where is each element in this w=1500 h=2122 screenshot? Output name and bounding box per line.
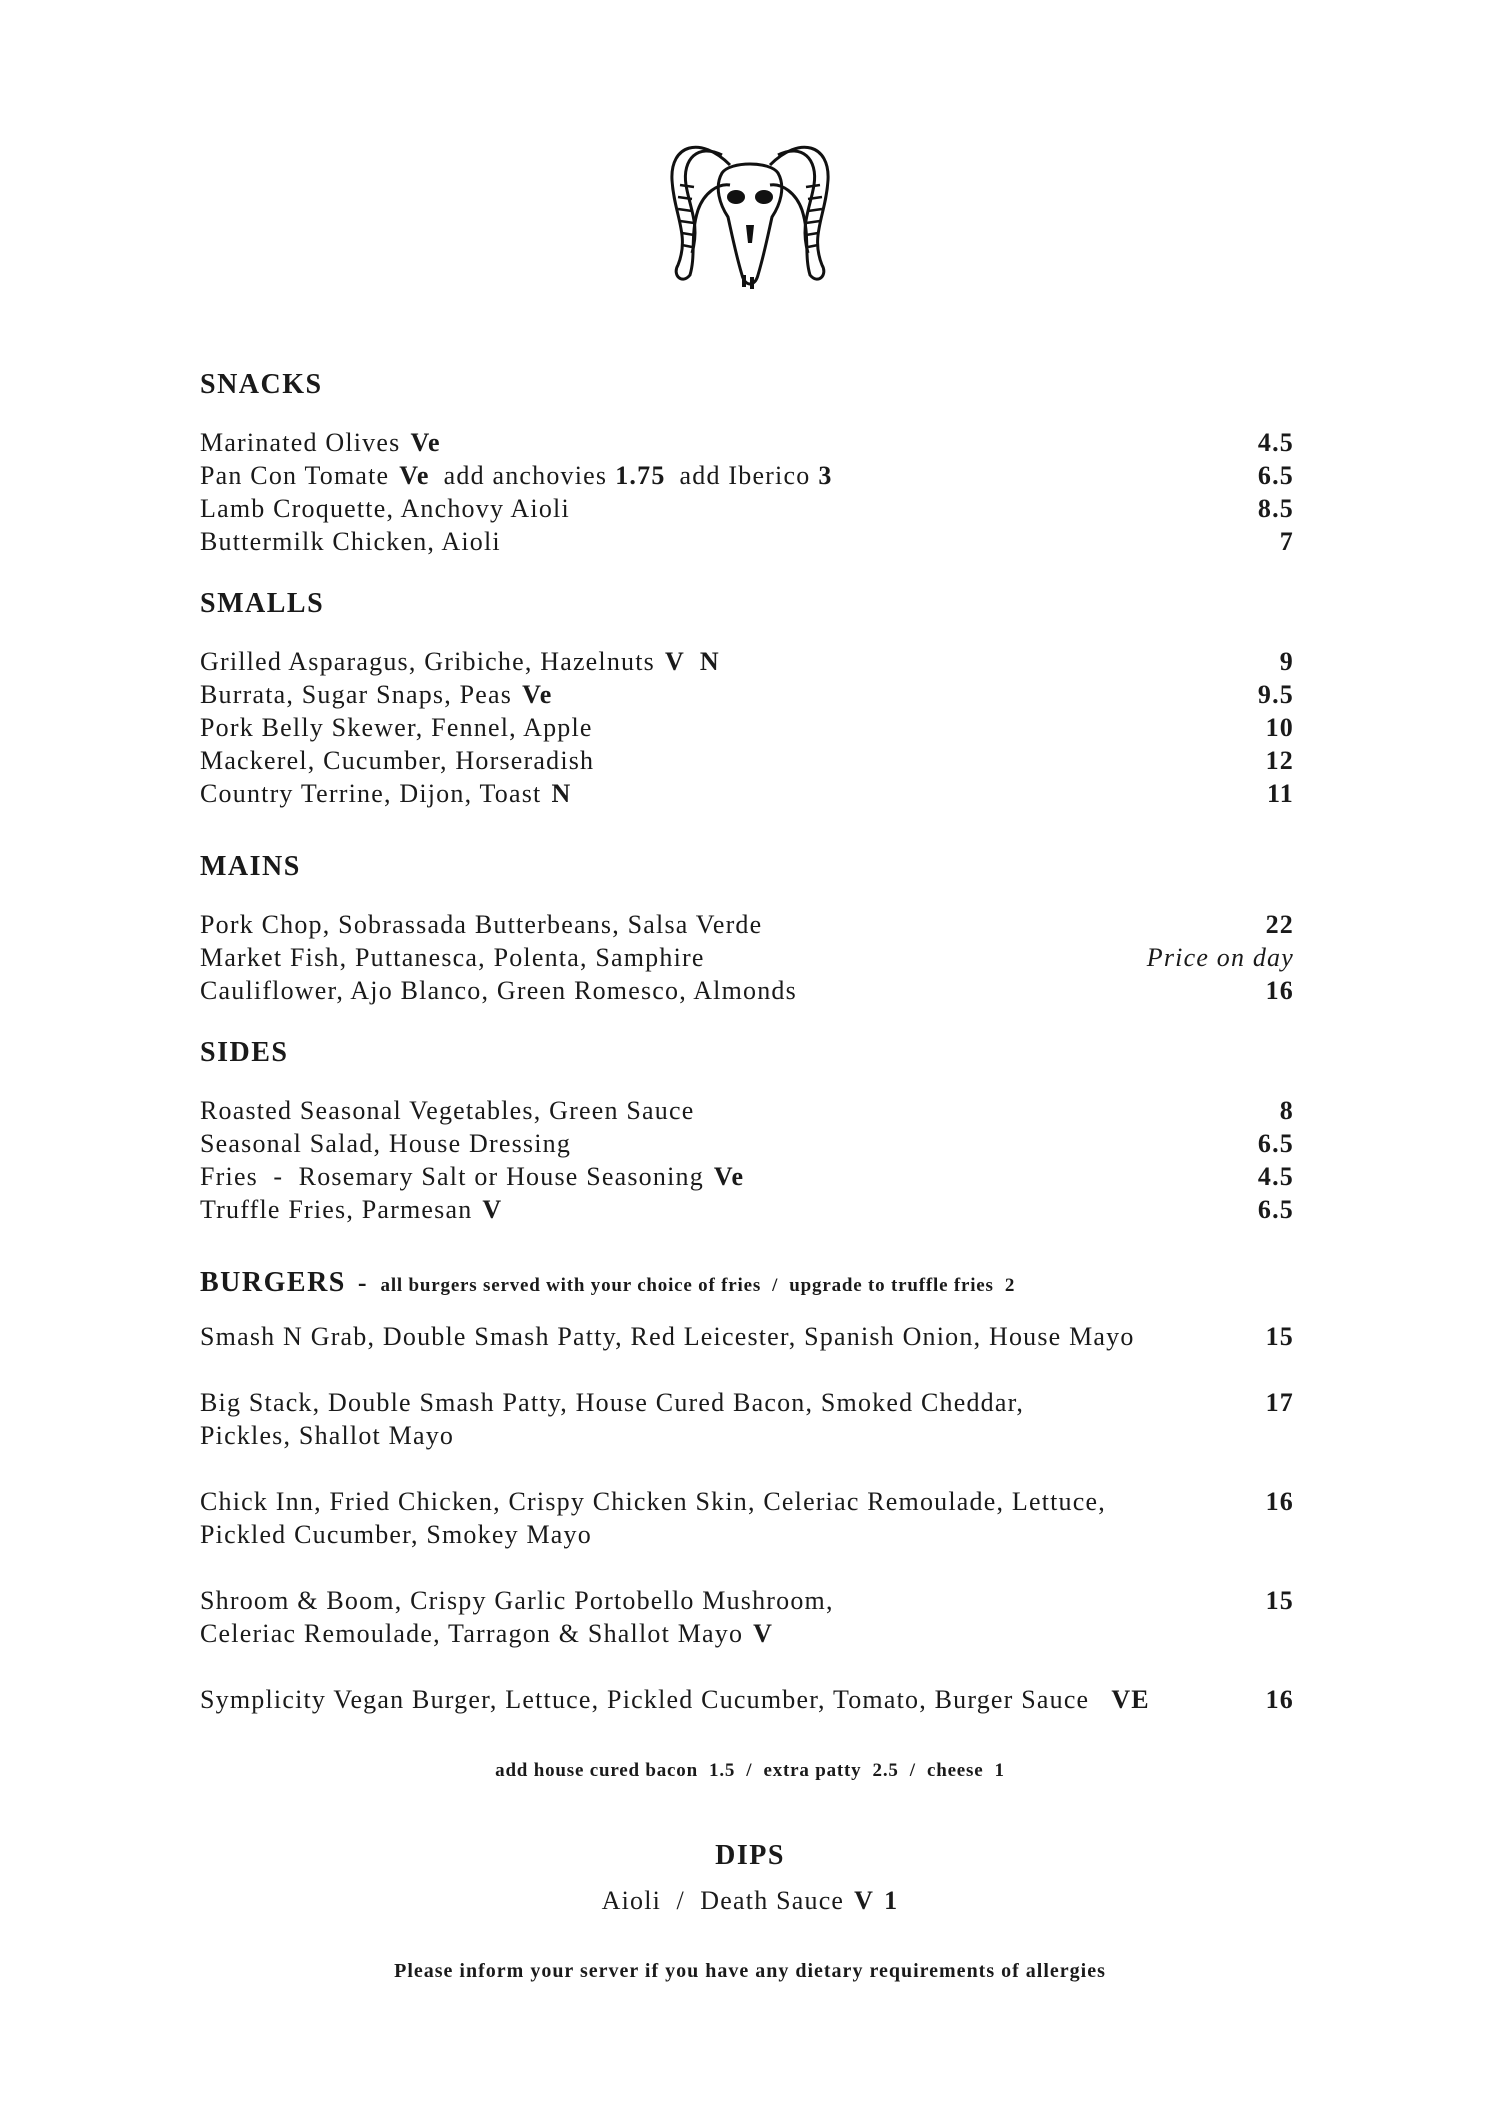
menu-item xyxy=(200,974,1294,1007)
item-price: 4.5 xyxy=(1257,1162,1294,1191)
item-price: 22 xyxy=(1265,910,1294,939)
burger-line2: Pickles, Shallot Mayo xyxy=(200,1421,455,1450)
section-sides xyxy=(200,1036,1294,1226)
section-title: SNACKS xyxy=(200,369,323,400)
menu-item xyxy=(200,941,1294,974)
dips-items: Aioli / Death Sauce xyxy=(601,1886,845,1915)
burger-line1: Shroom & Boom, Crispy Garlic Portobello Mushroom, xyxy=(200,1586,834,1615)
item-price: 16 xyxy=(1265,1487,1294,1516)
item-name: Burrata, Sugar Snaps, Peas xyxy=(200,680,513,709)
item-price: 12 xyxy=(1265,746,1294,775)
item-price: 6.5 xyxy=(1257,461,1294,490)
menu-item xyxy=(200,744,1294,777)
burger-extras: add house cured bacon 1.5 / extra patty 2.5 / cheese 1 xyxy=(495,1760,1005,1781)
item-price: 6.5 xyxy=(1257,1195,1294,1224)
item-price: Price on day xyxy=(1146,943,1294,972)
burger-line2: Celeriac Remoulade, Tarragon & Shallot Mayo xyxy=(200,1619,744,1648)
dietary-tag: N xyxy=(551,779,572,808)
menu-item xyxy=(200,645,1294,678)
item-name: Pan Con Tomate xyxy=(200,461,390,490)
burger-line1: Symplicity Vegan Burger, Lettuce, Pickled Cucumber, Tomato, Burger Sauce xyxy=(200,1685,1090,1714)
item-name: Pork Belly Skewer, Fennel, Apple xyxy=(200,713,593,742)
dietary-tag: Ve xyxy=(713,1162,745,1191)
menu-item xyxy=(200,1094,1294,1127)
burgers-header xyxy=(200,1266,1294,1302)
menu-item xyxy=(200,678,1294,711)
ram-skull-icon xyxy=(660,125,840,300)
burgers-note: all burgers served with your choice of fries / upgrade to truffle fries 2 xyxy=(380,1275,1016,1296)
burger-line1: Chick Inn, Fried Chicken, Crispy Chicken Skin, Celeriac Remoulade, Lettuce, xyxy=(200,1487,1106,1516)
section-title: SMALLS xyxy=(200,588,325,619)
section-smalls xyxy=(200,587,1294,810)
burger-item xyxy=(200,1584,1294,1650)
section-title: MAINS xyxy=(200,851,301,882)
burger-item xyxy=(200,1683,1294,1716)
section-mains xyxy=(200,850,1294,1007)
item-name: Lamb Croquette, Anchovy Aioli xyxy=(200,494,570,523)
menu-item xyxy=(200,711,1294,744)
item-name: Mackerel, Cucumber, Horseradish xyxy=(200,746,595,775)
menu-item xyxy=(200,492,1294,525)
dietary-tag: Ve xyxy=(399,461,430,490)
item-name: Country Terrine, Dijon, Toast xyxy=(200,779,542,808)
item-price: 15 xyxy=(1265,1586,1294,1615)
item-price: 15 xyxy=(1265,1322,1294,1351)
item-name: Market Fish, Puttanesca, Polenta, Samphire xyxy=(200,943,705,972)
item-name: Cauliflower, Ajo Blanco, Green Romesco, Almonds xyxy=(200,976,797,1005)
item-name: Buttermilk Chicken, Aioli xyxy=(200,527,501,556)
item-name: Truffle Fries, Parmesan xyxy=(200,1195,473,1224)
burger-line1: Smash N Grab, Double Smash Patty, Red Leicester, Spanish Onion, House Mayo xyxy=(200,1322,1135,1351)
section-title: SIDES xyxy=(200,1037,289,1068)
dietary-tag: VE xyxy=(1111,1685,1150,1714)
item-price: 17 xyxy=(1265,1388,1294,1417)
separator: - xyxy=(357,1268,367,1297)
menu-item xyxy=(200,1160,1294,1193)
section-burgers xyxy=(200,1266,1294,1749)
burger-item xyxy=(200,1386,1294,1452)
menu-item xyxy=(200,426,1294,459)
dietary-tag: V xyxy=(482,1195,503,1224)
dietary-tag: Ve xyxy=(522,680,553,709)
addon-price: 1.75 xyxy=(615,461,666,490)
section-title: BURGERS xyxy=(200,1267,346,1298)
allergy-note: Please inform your server if you have any dietary requirements of allergies xyxy=(394,1960,1106,1982)
dietary-tag: Ve xyxy=(410,428,441,457)
item-price: 9.5 xyxy=(1257,680,1294,709)
item-name: Grilled Asparagus, Gribiche, Hazelnuts xyxy=(200,647,655,676)
burger-line2: Pickled Cucumber, Smokey Mayo xyxy=(200,1520,592,1549)
item-price: 16 xyxy=(1265,1685,1294,1714)
dips-line xyxy=(0,1886,1500,1916)
menu-item xyxy=(200,777,1294,810)
menu-item xyxy=(200,525,1294,558)
item-name: Marinated Olives xyxy=(200,428,401,457)
dietary-tag: V xyxy=(753,1619,774,1648)
item-name: Fries - Rosemary Salt or House Seasoning xyxy=(200,1162,704,1191)
item-price: 7 xyxy=(1279,527,1294,556)
dietary-tag: V xyxy=(854,1886,875,1915)
item-price: 16 xyxy=(1265,976,1294,1005)
menu-item xyxy=(200,459,1294,492)
item-price: 4.5 xyxy=(1257,428,1294,457)
item-price: 9 xyxy=(1279,647,1294,676)
addon-label: add Iberico xyxy=(679,461,811,490)
menu-item xyxy=(200,908,1294,941)
addon-label: add anchovies xyxy=(443,461,608,490)
item-price: 8.5 xyxy=(1257,494,1294,523)
item-price: 11 xyxy=(1267,779,1294,808)
section-snacks xyxy=(200,368,1294,558)
item-name: Roasted Seasonal Vegetables, Green Sauce xyxy=(200,1096,695,1125)
item-price: 8 xyxy=(1279,1096,1294,1125)
burger-line1: Big Stack, Double Smash Patty, House Cured Bacon, Smoked Cheddar, xyxy=(200,1388,1025,1417)
dips-price: 1 xyxy=(884,1886,899,1915)
item-price: 6.5 xyxy=(1257,1129,1294,1158)
item-name: Seasonal Salad, House Dressing xyxy=(200,1129,572,1158)
burger-item xyxy=(200,1485,1294,1551)
section-title-dips: DIPS xyxy=(715,1840,785,1871)
menu-item xyxy=(200,1193,1294,1226)
item-name: Pork Chop, Sobrassada Butterbeans, Salsa Verde xyxy=(200,910,763,939)
menu-item xyxy=(200,1127,1294,1160)
addon-price: 3 xyxy=(818,461,833,490)
item-price: 10 xyxy=(1265,713,1294,742)
dietary-tag: V N xyxy=(665,647,720,676)
burger-item xyxy=(200,1320,1294,1353)
